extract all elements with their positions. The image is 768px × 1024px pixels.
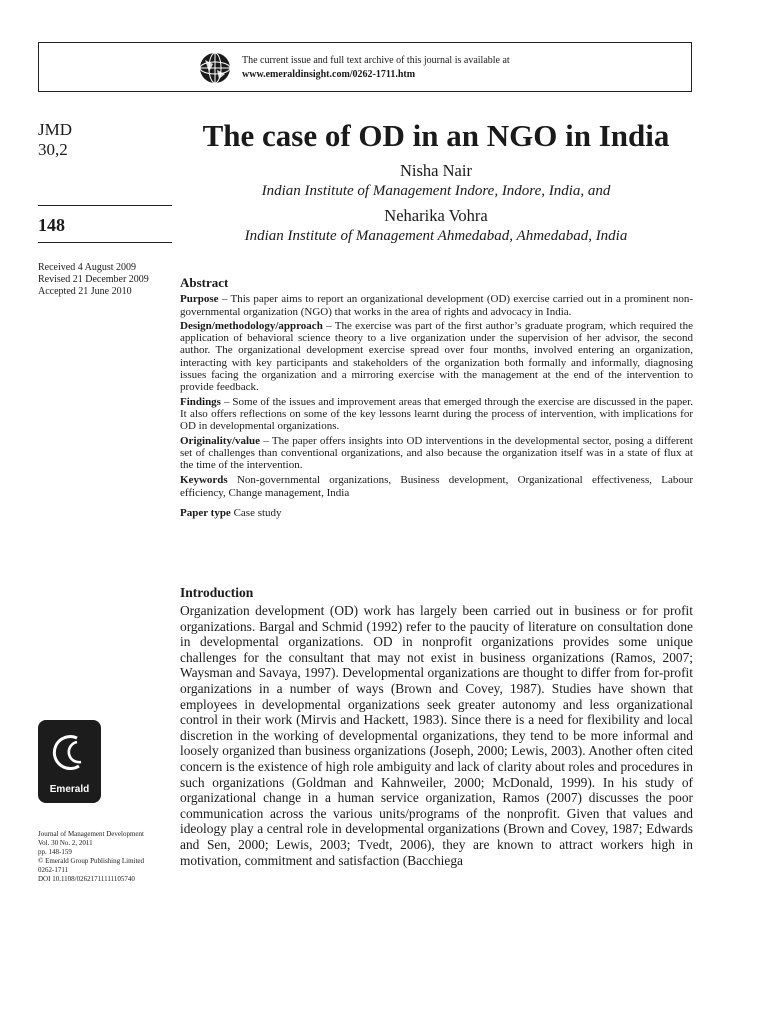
abstract-findings bbox=[180, 396, 693, 433]
copyright-notice: © Emerald Group Publishing Limited bbox=[38, 857, 145, 865]
purpose-text: – This paper aims to report an organizational development (OD) exercise carried out in a prominent non-governmental organization (NGO) that works in the area of rights and advocacy in India. bbox=[180, 293, 693, 318]
abstract-purpose bbox=[180, 293, 693, 318]
abstract-heading: Abstract bbox=[180, 275, 229, 290]
design-text: – The exercise was part of the first author’s graduate program, which required the application of behavioral science theory to a live organization under the supervision of her advisor, the second author. The organizational development exercise spread over four months, involved entering an organization, interacting with key participants and stakeholders of the organization both formally and informally, diagnosing issues facing the organization and a mirroring exercise with the management at the end of the intervention to provide feedback. bbox=[180, 319, 693, 394]
article-header bbox=[176, 116, 696, 246]
abstract-paper-type bbox=[180, 507, 693, 519]
margin-rule-bottom bbox=[38, 242, 172, 243]
introduction-body: Organization development (OD) work has largely been carried out in business or for profit organizations. Bargal and Schmid (1992) refer to the paucity of literature on consultation done in developmental organizations. OD in nonprofit organizations provides some unique challenges for the consultant that may not exist in business organizations (Ramos, 2007; Waysman and Savaya, 1997). Developmental organizations are thought to differ from for-profit organizations in a number of ways (Brown and Covey, 1987). Studies have shown that employees in developmental organizations seek greater autonomy and less organizational control in their work (Mirvis and Hackett, 1983). Since there is a need for flexibility and local discretion in the working of developmental organizations, they tend to be more informal and loosely organized than business organizations (Joseph, 2000; Lewis, 2003). Another often cited concern is the existence of high role ambiguity and lack of clarity about roles and procedures in such organizations (Goldman and Kahnweiler, 2000; McDonald, 1999). In his study of organizational change in a human service organization, Ramos (2007) discusses the poor communication across the various units/programs of the nonprofit. Given that values and ideology play a central role in developmental organizations (Brown and Covey, 1987; Edwards and Sen, 2000; Lewis, 2003; Tvedt, 2006), they are known to attract workers high in motivation, commitment and satisfaction (Bacchiega bbox=[180, 603, 693, 868]
issn: 0262-1711 bbox=[38, 866, 69, 874]
introduction-section bbox=[180, 585, 693, 868]
journal-abbreviation: JMD bbox=[38, 120, 73, 139]
findings-text: – Some of the issues and improvement areas that emerged through the exercise are discussed in the paper. It also offers reflections on some of the key lessons learnt during the process of intervention, with implications for OD in developmental organizations. bbox=[180, 395, 693, 433]
margin-rule-top bbox=[38, 205, 172, 206]
abstract-keywords bbox=[180, 474, 693, 499]
findings-label: Findings bbox=[180, 395, 221, 408]
author-name: Nisha Nair bbox=[400, 161, 472, 180]
received-date: Received 4 August 2009 bbox=[38, 262, 137, 273]
volume-issue: 30,2 bbox=[38, 140, 68, 159]
journal-archive-banner bbox=[38, 42, 692, 92]
introduction-heading: Introduction bbox=[180, 585, 254, 600]
page-number: 148 bbox=[38, 215, 65, 235]
emerald-logo-icon bbox=[47, 728, 92, 780]
originality-text: – The paper offers insights into OD interventions in the developmental sector, posing a different set of challenges than conventional organizations, and also because the organization itself was in a state of flux at the time of the intervention. bbox=[180, 434, 693, 472]
journal-name: Journal of Management Development bbox=[38, 830, 144, 838]
author-affiliation: Indian Institute of Management Ahmedabad, Ahmedabad, India bbox=[244, 228, 628, 244]
abstract-design bbox=[180, 320, 693, 394]
abstract-originality bbox=[180, 435, 693, 472]
banner-text: The current issue and full text archive of this journal is available at bbox=[242, 55, 510, 66]
submission-dates bbox=[38, 262, 149, 298]
journal-code bbox=[38, 120, 72, 160]
design-label: Design/methodology/approach bbox=[180, 319, 323, 332]
article-title: The case of OD in an NGO in India bbox=[202, 118, 670, 153]
emerald-logo bbox=[38, 720, 101, 803]
logo-text: Emerald bbox=[49, 784, 90, 795]
originality-label: Originality/value bbox=[180, 434, 261, 447]
keywords-label: Keywords bbox=[180, 474, 228, 487]
purpose-label: Purpose bbox=[180, 293, 219, 306]
author-affiliation: Indian Institute of Management Indore, Indore, India, and bbox=[261, 183, 611, 199]
paper-type-text: Case study bbox=[230, 507, 282, 520]
journal-pages: pp. 148-159 bbox=[38, 848, 72, 856]
author-name: Neharika Vohra bbox=[384, 206, 488, 225]
abstract-section bbox=[180, 277, 693, 521]
keywords-text: Non-governmental organizations, Business development, Organizational effectiveness, Labour efficiency, Change management, India bbox=[180, 474, 693, 499]
publication-info bbox=[38, 830, 144, 884]
archive-link[interactable]: www.emeraldinsight.com/0262-1711.htm bbox=[242, 69, 416, 80]
journal-volume: Vol. 30 No. 2, 2011 bbox=[38, 839, 93, 847]
globe-icon bbox=[199, 52, 231, 84]
revised-date: Revised 21 December 2009 bbox=[38, 274, 149, 285]
paper-type-label: Paper type bbox=[180, 507, 231, 520]
accepted-date: Accepted 21 June 2010 bbox=[38, 286, 132, 297]
doi[interactable]: DOI 10.1108/02621711111105740 bbox=[38, 875, 135, 883]
